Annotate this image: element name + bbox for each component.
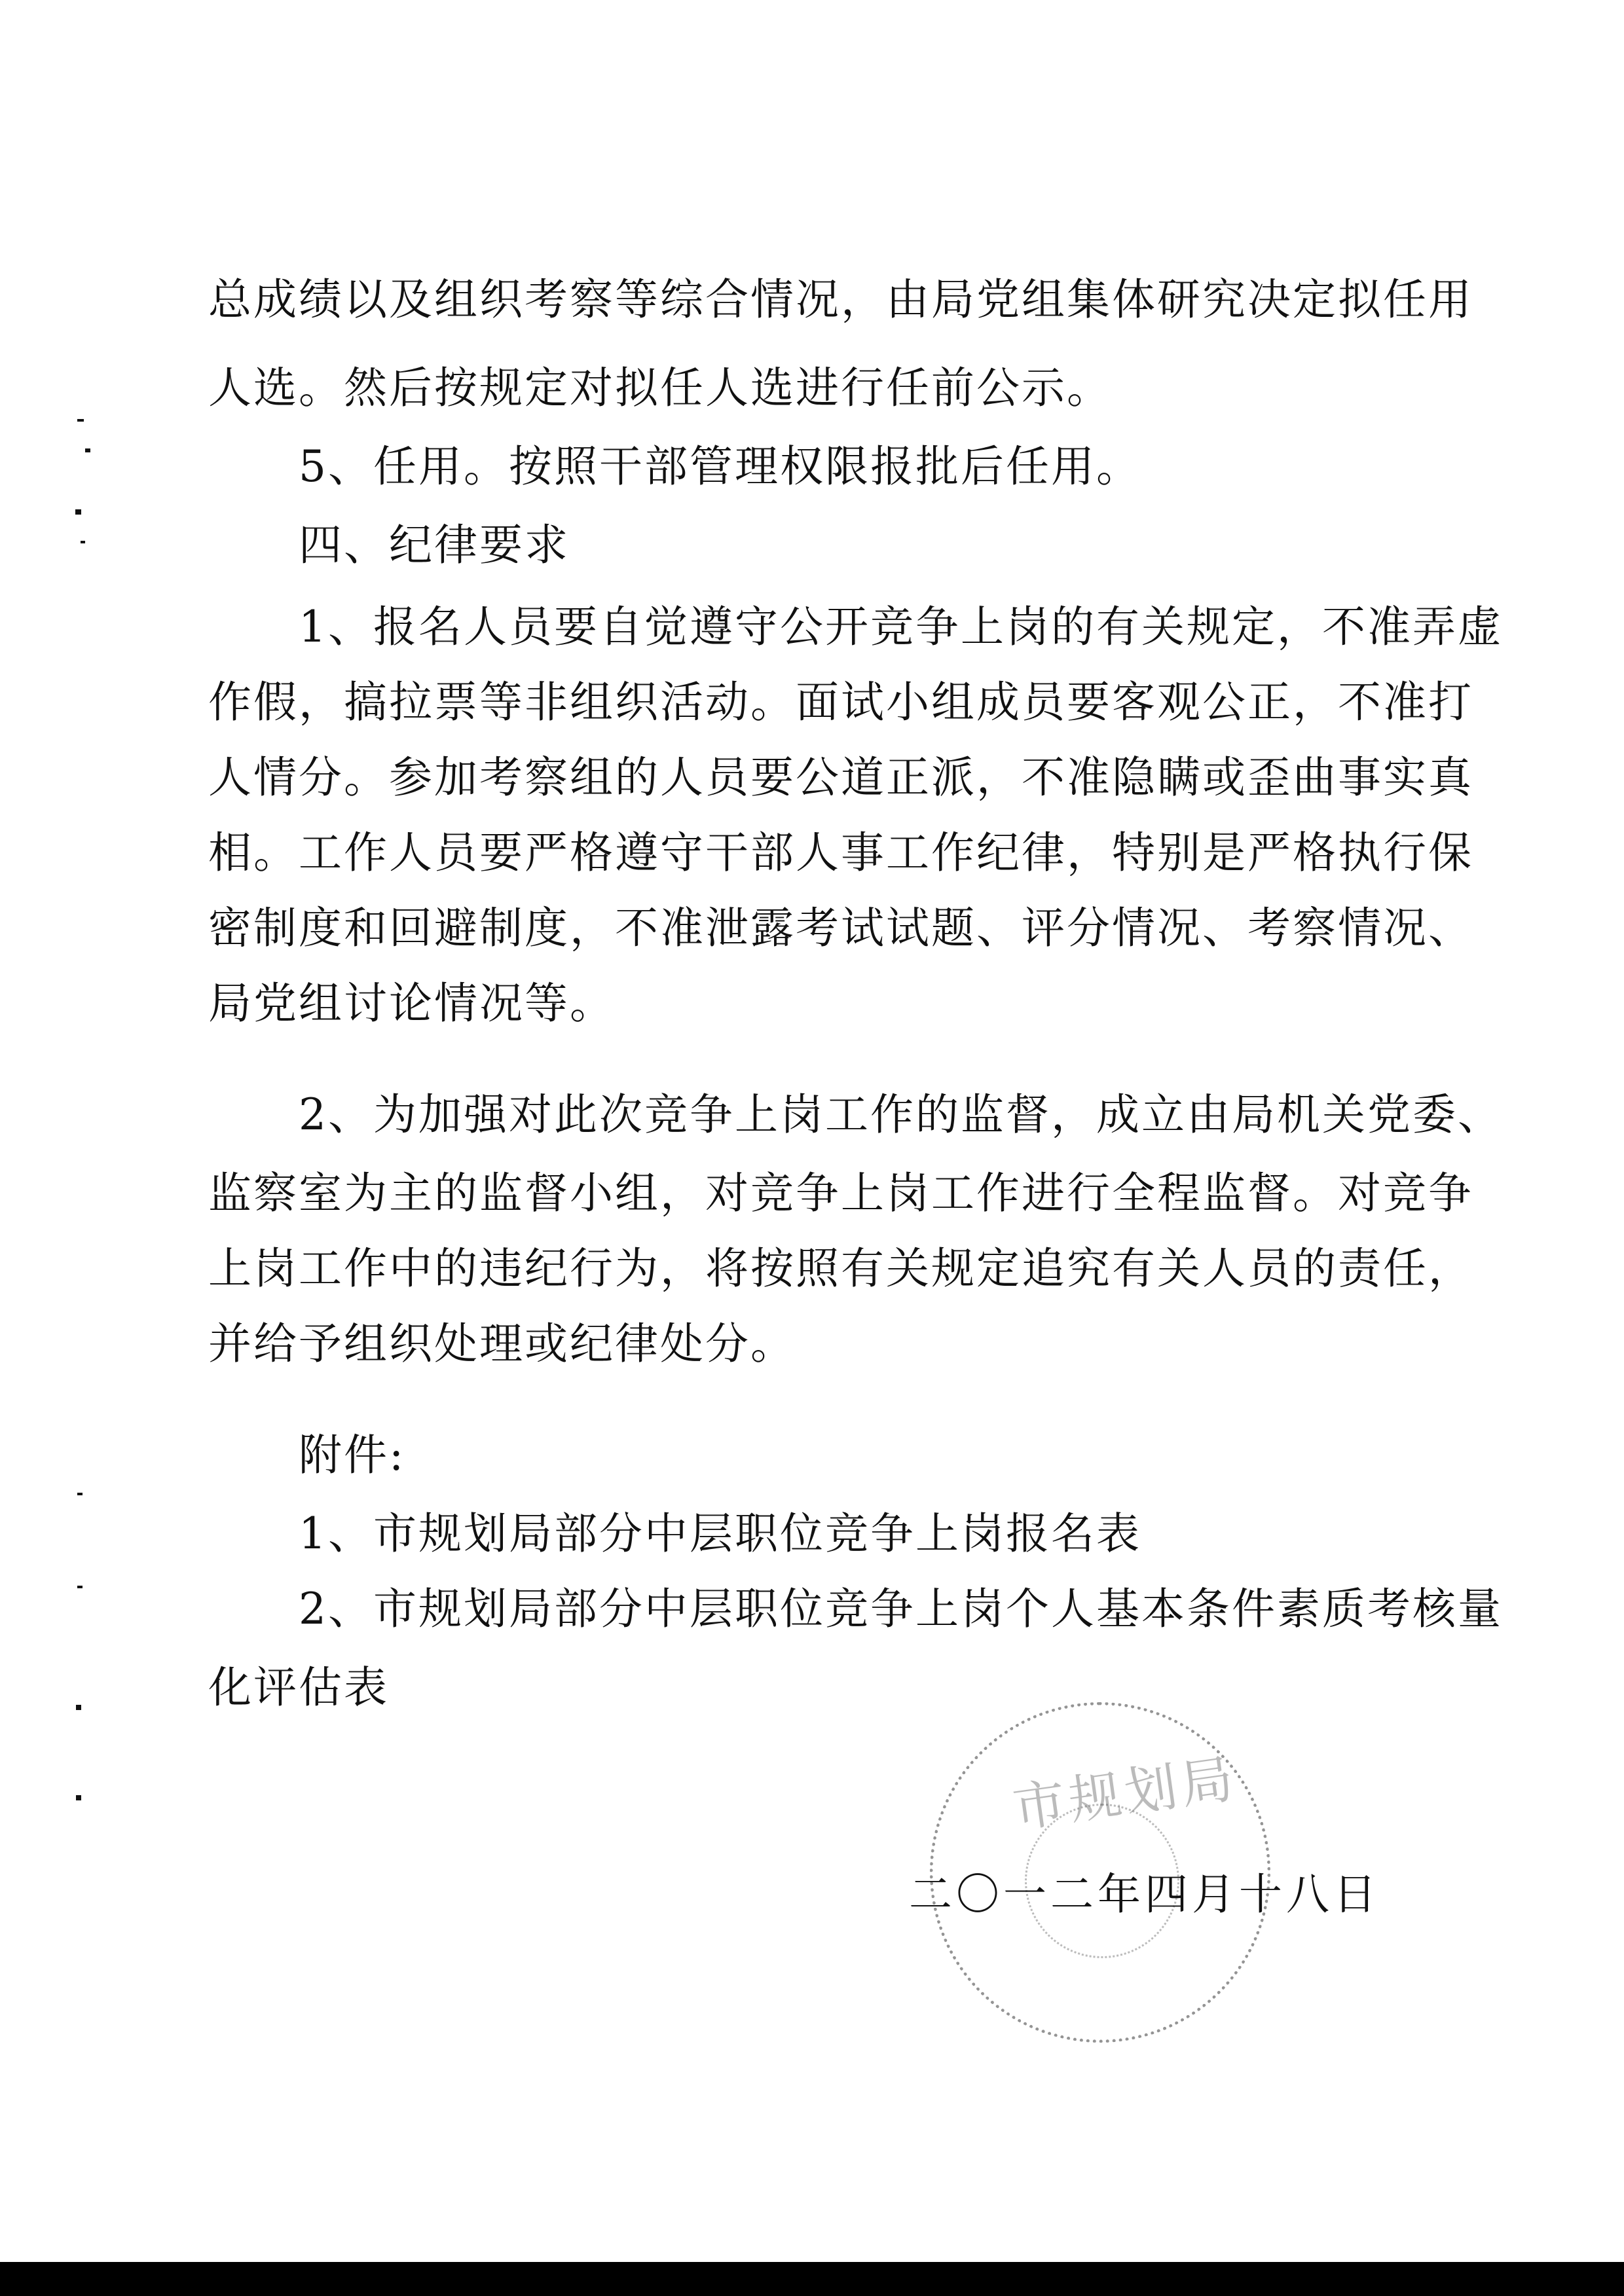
paragraph-line: 上岗工作中的违纪行为，将按照有关规定追究有关人员的责任， [208, 1243, 1473, 1294]
section-heading: 四、纪律要求 [299, 520, 570, 570]
scan-mark [81, 541, 85, 543]
scan-mark [85, 448, 90, 452]
paragraph-line: 总成绩以及组织考察等综合情况，由局党组集体研究决定拟任用 [208, 274, 1473, 325]
paragraph-line: 人情分。参加考察组的人员要公道正派，不准隐瞒或歪曲事实真 [208, 752, 1473, 803]
document-date: 二〇一二年四月十八日 [909, 1869, 1380, 1920]
scan-mark [77, 1493, 83, 1495]
scan-mark [77, 1586, 83, 1588]
paragraph-line: 并给予组织处理或纪律处分。 [208, 1319, 796, 1369]
paragraph-line: 作假，搞拉票等非组织活动。面试小组成员要客观公正，不准打 [208, 677, 1473, 727]
scan-mark [76, 1795, 81, 1800]
scan-bottom-bar [0, 2262, 1624, 2296]
attachments-label: 附件: [299, 1430, 406, 1480]
paragraph-line: 局党组讨论情况等。 [208, 978, 615, 1029]
paragraph-line: 2、为加强对此次竞争上岗工作的监督，成立由局机关党委、 [299, 1089, 1503, 1140]
paragraph-line: 监察室为主的监督小组，对竞争上岗工作进行全程监督。对竞争 [208, 1168, 1473, 1218]
scan-mark [76, 1705, 81, 1710]
attachment-item: 1、市规划局部分中层职位竞争上岗报名表 [299, 1508, 1141, 1559]
paragraph-line: 相。工作人员要严格遵守干部人事工作纪律，特别是严格执行保 [208, 828, 1473, 878]
paragraph-line: 密制度和回避制度，不准泄露考试试题、评分情况、考察情况、 [208, 903, 1473, 953]
scan-mark [77, 419, 84, 422]
attachment-item-continued: 化评估表 [208, 1662, 389, 1713]
scan-mark [75, 509, 81, 515]
seal-text: 市规划局 [1009, 1747, 1241, 1840]
paragraph-line: 人选。然后按规定对拟任人选进行任前公示。 [208, 363, 1112, 413]
paragraph-line: 5、任用。按照干部管理权限报批后任用。 [299, 441, 1141, 492]
paragraph-line: 1、报名人员要自觉遵守公开竞争上岗的有关规定，不准弄虚 [299, 602, 1503, 652]
attachment-item: 2、市规划局部分中层职位竞争上岗个人基本条件素质考核量 [299, 1584, 1503, 1634]
